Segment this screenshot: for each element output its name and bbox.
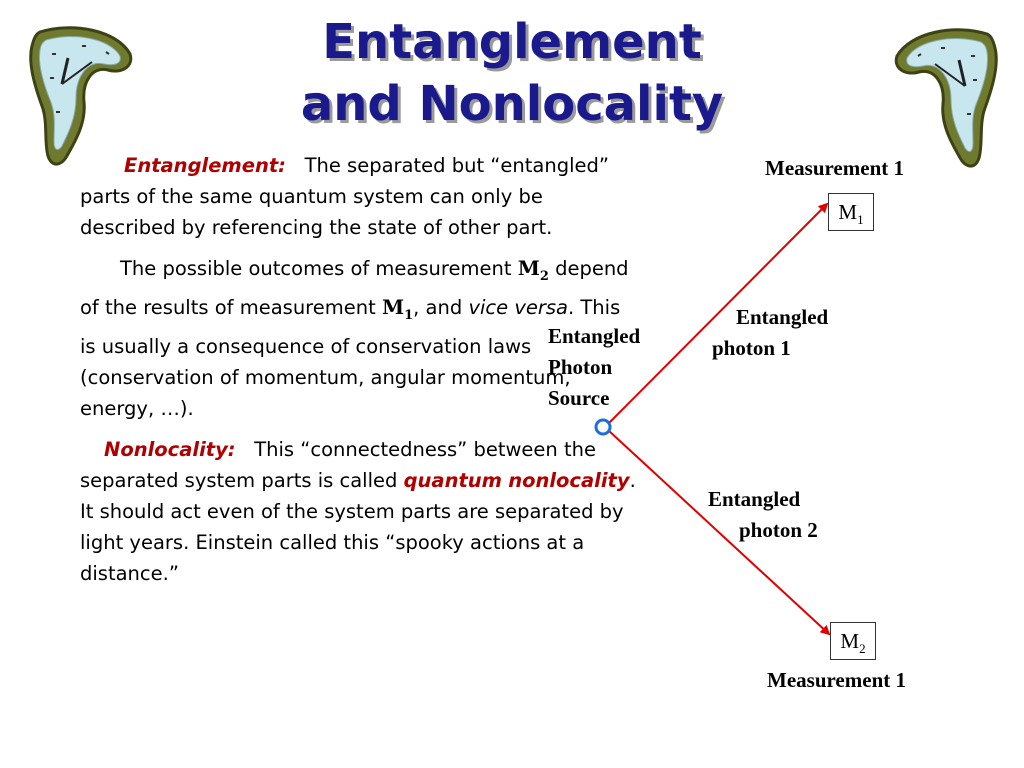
nonlocality-text-2: . It should act even of the system parts are separated by light years. Einstein called this “spooky actions at a distance.” (80, 469, 636, 585)
nonlocality-label: Nonlocality: (104, 438, 236, 461)
source-label-line3: Source (548, 386, 610, 410)
m1-symbol: $M_1$ (381, 295, 414, 323)
outcomes-text-2: depend of the results of measurement (80, 257, 629, 319)
entanglement-text: The separated but “entangled” parts of the same quantum system can only be described by referencing the state of other part. (80, 154, 609, 239)
outcomes-text-3: , and (413, 296, 469, 319)
measurement-top-label: Measurement 1 (765, 156, 904, 180)
photon1-label-line2: photon 1 (712, 336, 791, 360)
entanglement-label: Entanglement: (124, 154, 286, 177)
measurement-box-m2: $M_2$ (830, 622, 876, 660)
outcomes-text-1: The possible outcomes of measurement (120, 257, 518, 280)
photon1-label-line1: Entangled (736, 305, 829, 329)
m2-symbol: $M_2$ (517, 256, 549, 284)
outcomes-text-4: . This is usually a consequence of conservation laws (conservation of momentum, angular momentum, energy, …). (80, 296, 621, 420)
vice-versa-text: vice versa (468, 296, 568, 319)
slide-title-line2: and Nonlocality (300, 76, 724, 132)
source-label-line1: Entangled (548, 324, 641, 348)
measurement-bottom-label: Measurement 1 (767, 668, 906, 692)
slide-title-line1: Entanglement (322, 14, 702, 70)
photon2-label-line2: photon 2 (739, 518, 818, 542)
term-nonlocality: nonlocality (508, 469, 630, 492)
term-quantum: quantum (403, 469, 502, 492)
measurement-box-m1: $M_1$ (828, 193, 874, 231)
photon-source-icon (596, 420, 610, 434)
photon2-label-line1: Entangled (708, 487, 801, 511)
nonlocality-text-1: This “connectedness” between the separated system parts is called (80, 438, 596, 492)
source-label-line2: Photon (548, 355, 613, 379)
